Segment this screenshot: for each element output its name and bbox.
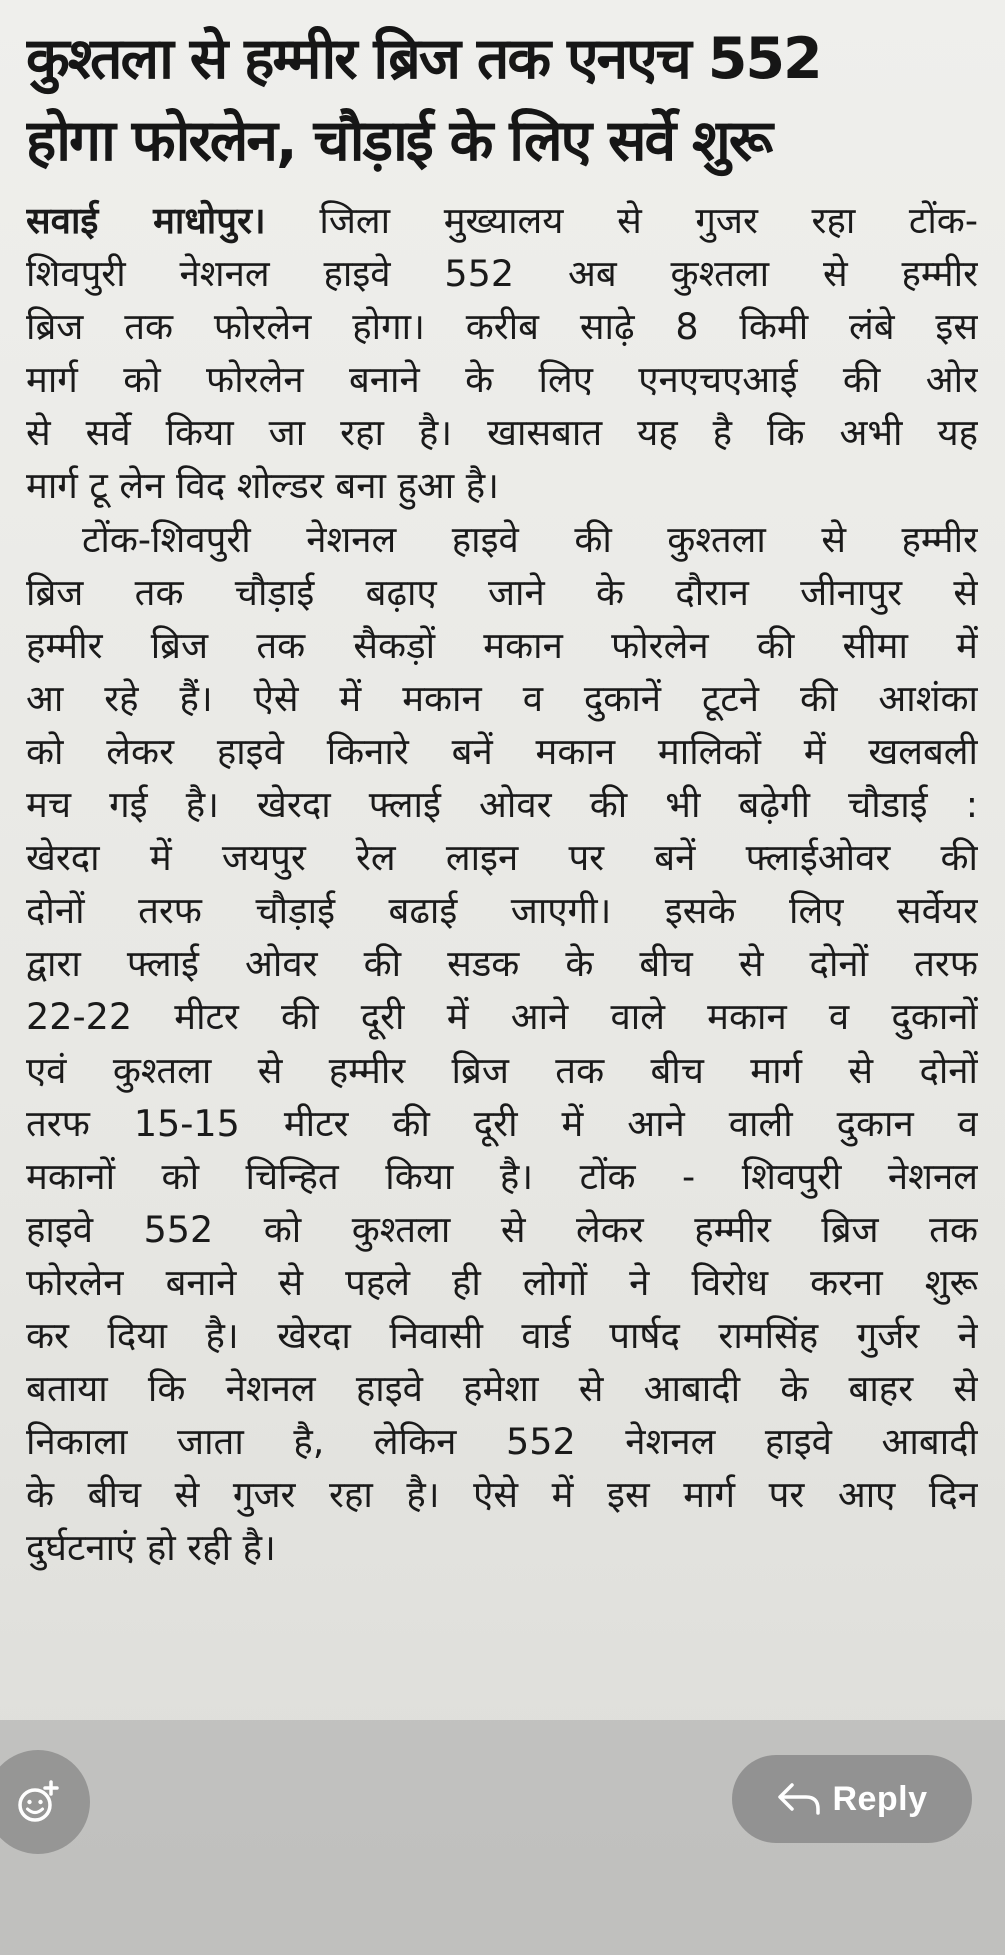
body-line-1: सवाई माधोपुर। जिला मुख्यालय से गुजर रहा टोंक-: [26, 199, 978, 242]
body-line: से सर्वे किया जा रहा है। खासबात यह है कि अभी यह: [26, 411, 978, 455]
body-line: के बीच से गुजर रहा है। ऐसे में इस मार्ग पर आए दिन: [26, 1473, 978, 1517]
body-line: 22-22 मीटर की दूरी में आने वाले मकान व दुकानों: [26, 995, 978, 1039]
body-line: आ रहे हैं। ऐसे में मकान व दुकानें टूटने की आशंका: [26, 676, 978, 720]
body-line: निकाला जाता है, लेकिन 552 नेशनल हाइवे आबादी: [26, 1420, 978, 1464]
body-line: दुर्घटनाएं हो रही है।: [26, 1526, 276, 1570]
body-line-paragraph-start: टोंक-शिवपुरी नेशनल हाइवे की कुश्तला से हम्मीर: [82, 517, 978, 561]
body-line: हम्मीर ब्रिज तक सैकड़ों मकान फोरलेन की सीमा में: [26, 623, 978, 667]
body-line: द्वारा फ्लाई ओवर की सडक के बीच से दोनों तरफ: [26, 942, 978, 986]
body-line-subheading: मच गई है। खेरदा फ्लाई ओवर की भी बढ़ेगी चौडाई :: [26, 783, 978, 827]
body-line: मार्ग टू लेन विद शोल्डर बना हुआ है।: [26, 464, 500, 508]
reply-arrow-icon: [776, 1781, 822, 1817]
body-line: तरफ 15-15 मीटर की दूरी में आने वाली दुकान व: [26, 1101, 978, 1145]
body-line: हाइवे 552 को कुश्तला से लेकर हम्मीर ब्रिज तक: [26, 1207, 978, 1251]
reply-label: Reply: [832, 1779, 928, 1818]
headline-line-1: कुश्तला से हम्मीर ब्रिज तक एनएच 552: [26, 26, 821, 92]
body-line: को लेकर हाइवे किनारे बनें मकान मालिकों में खलबली: [26, 729, 978, 773]
body-line: शिवपुरी नेशनल हाइवे 552 अब कुश्तला से हम्मीर: [26, 252, 978, 296]
reply-button[interactable]: [732, 1755, 972, 1843]
body-line: फोरलेन बनाने से पहले ही लोगों ने विरोध करना शुरू: [26, 1260, 978, 1304]
body-line: खेरदा में जयपुर रेल लाइन पर बनें फ्लाईओवर की: [26, 836, 978, 880]
body-line: एवं कुश्तला से हम्मीर ब्रिज तक बीच मार्ग से दोनों: [26, 1048, 978, 1092]
body-line: मार्ग को फोरलेन बनाने के लिए एनएचएआई की ओर: [26, 358, 978, 402]
body-line: कर दिया है। खेरदा निवासी वार्ड पार्षद रामसिंह गुर्जर ने: [26, 1313, 978, 1357]
dateline: सवाई माधोपुर।: [26, 199, 266, 242]
body-line: बताया कि नेशनल हाइवे हमेशा से आबादी के बाहर से: [26, 1367, 978, 1411]
body-line: ब्रिज तक फोरलेन होगा। करीब साढ़े 8 किमी लंबे इस: [26, 305, 978, 349]
body-line: मकानों को चिन्हित किया है। टोंक - शिवपुरी नेशनल: [26, 1154, 978, 1198]
article: [26, 18, 978, 1574]
headline-line-2: होगा फोरलेन, चौड़ाई के लिए सर्वे शुरू: [26, 108, 772, 174]
article-body: [26, 194, 978, 1574]
body-line: ब्रिज तक चौड़ाई बढ़ाए जाने के दौरान जीनापुर से: [26, 570, 978, 614]
body-line: दोनों तरफ चौड़ाई बढाई जाएगी। इसके लिए सर्वेयर: [26, 889, 978, 933]
add-reaction-icon: [13, 1777, 63, 1827]
headline: [26, 18, 978, 182]
